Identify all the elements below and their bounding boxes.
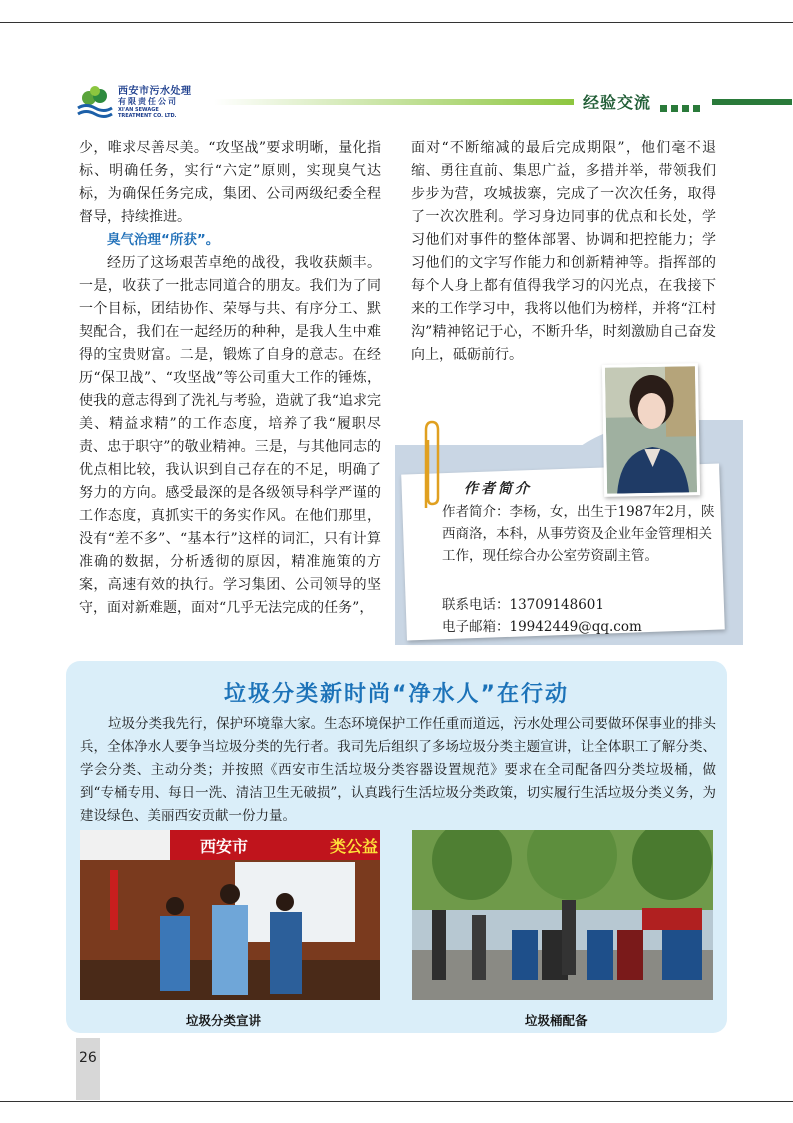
section-title: 经验交流 <box>583 93 652 112</box>
logo-en-1: XI'AN SEWAGE <box>118 107 159 113</box>
logo-name: 西安市污水处理 <box>118 86 192 97</box>
left-column <box>79 137 381 620</box>
author-intro <box>442 501 718 567</box>
header-squares <box>660 97 704 116</box>
banner-text-right: 类公益 <box>330 837 379 856</box>
photo-lecture <box>80 830 380 1000</box>
logo-name-sub: 有限责任公司 <box>118 97 178 106</box>
panel-title: 垃圾分类新时尚“净水人”在行动 <box>224 682 569 707</box>
page-number-tab <box>76 1038 100 1100</box>
left-paragraph-1: 少，唯求尽善尽美。“攻坚战”要求明晰，量化指标、明确任务，实行“六定”原则，实现臭气达标，为确保任务完成，集团、公司两级纪委全程督导，持续推进。 <box>79 140 381 225</box>
left-paragraph-2: 经历了这场艰苦卓绝的战役，我收获颇丰。一是，收获了一批志同道合的朋友。我们为了同一个目标，团结协作、荣辱与共、有序分工、默契配合，我们在一起经历的种种，是我人生中难得的宝贵财富。二是，锻炼了自身的意志。在经历“保卫战”、“攻坚战”等公司重大工作的锤炼，使我的意志得到了洗礼与考验，造就了我“追求完美、精益求精”的工作态度，培养了我“履职尽责、忠于职守”的敬业精神。三是，与其他同志的优点相比较，我认识到自己存在的不足，明确了努力的方向。感受最深的是各级领导科学严谨的工作态度，真抓实干的务实作风。在他们那里，没有“差不多”、“基本行”这样的词汇，只有计算准确的数据，分析透彻的原因，精准施策的方案，高速有效的执行。学习集团、公司领导的坚守，面对新难题，面对“几乎无法完成的任务”， <box>79 255 381 616</box>
paperclip-icon <box>420 418 442 518</box>
author-card-title: 作者简介 <box>464 481 532 497</box>
right-column <box>411 137 716 367</box>
right-paragraph-1: 面对“不断缩减的最后完成期限”，他们毫不退缩、勇往直前、集思广益，多措并举，带领我们步步为营，攻城拔寨，完成了一次次任务，取得了一次次胜利。学习身边同事的优点和长处，学习他们对事件的整体部署、协调和把控能力；学习他们的文字写作能力和创新精神等。指挥部的每个人身上都有值得我学习的闪光点，在我接下来的工作学习中，我将以他们为榜样，并将“江村沟”精神铭记于心，不断升华，时刻激励自己奋发向上，砥砺前行。 <box>411 140 716 363</box>
caption-lecture: 垃圾分类宣讲 <box>186 1013 262 1028</box>
header-tail-bar <box>712 99 792 105</box>
company-logo <box>76 86 114 120</box>
left-subheading: 臭气治理“所获”。 <box>107 232 220 248</box>
panel-body: 垃圾分类我先行，保护环境靠大家。生态环境保护工作任重而道远，污水处理公司要做环保事业的排头兵，全体净水人要争当垃圾分类的先行者。我司先后组织了多场垃圾分类主题宣讲，让全体职工了解分类、学会分类、主动分类；并按照《西安市生活垃圾分类容器设置规范》要求在全司配备四分类垃圾桶，做到“专桶专用、每日一洗、清洁卫生无破损”，认真践行生活垃圾分类政策，切实履行生活垃圾分类义务，为建设绿色、美丽西安贡献一份力量。 <box>80 716 716 824</box>
caption-bins: 垃圾桶配备 <box>525 1013 588 1028</box>
logo-en-2: TREATMENT CO. LTD. <box>118 113 177 119</box>
author-email: 电子邮箱：19942449@qq.com <box>442 619 642 635</box>
author-phone: 联系电话：13709148601 <box>442 597 604 613</box>
author-contact <box>442 594 642 638</box>
author-intro-text: 作者简介：李杨，女，出生于1987年2月，陕西商洛，本科，从事劳资及企业年金管理相关工作，现任综合办公室劳资副主管。 <box>442 504 715 564</box>
page-number: 26 <box>79 1050 97 1066</box>
header-gradient-bar <box>214 99 574 105</box>
author-photo <box>602 363 700 497</box>
photo-bins <box>412 830 713 1000</box>
banner-text-left: 西安市 <box>200 837 249 856</box>
logo-text <box>118 86 192 119</box>
